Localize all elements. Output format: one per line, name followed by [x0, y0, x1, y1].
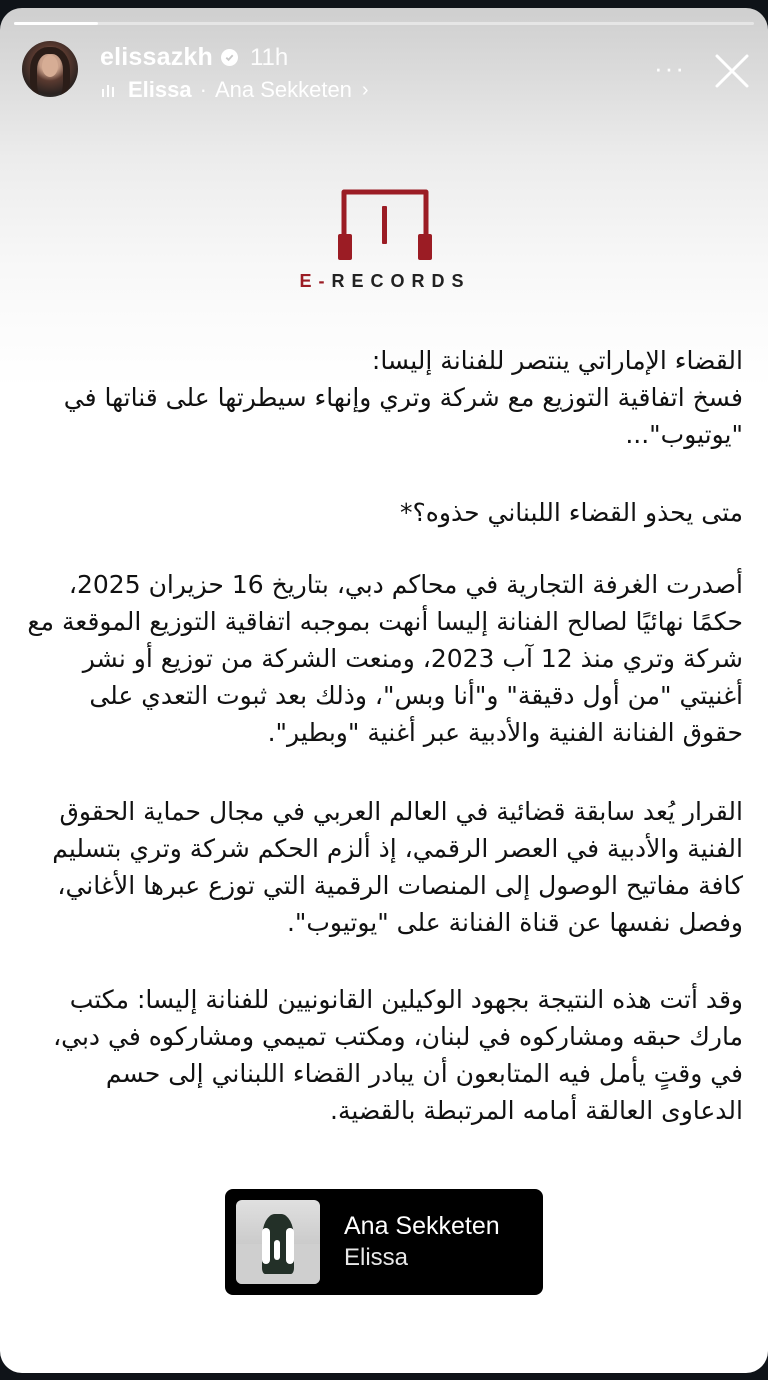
story-header [22, 41, 768, 101]
avatar[interactable] [22, 41, 78, 97]
logo-wordmark: E-RECORDS [299, 271, 471, 291]
article-headline [23, 342, 743, 453]
album-art [236, 1200, 320, 1284]
article-paragraph-1 [23, 566, 743, 751]
music-separator: · [199, 77, 207, 102]
story-progress-bar [14, 22, 754, 25]
avatar-face [42, 55, 58, 77]
e-records-logo [280, 178, 480, 298]
question-text: متى يحذو القضاء اللبناني حذوه؟* [400, 498, 743, 527]
verified-badge-icon [221, 49, 238, 66]
music-artist: Elissa [128, 77, 192, 102]
story-card[interactable] [0, 8, 768, 1373]
paragraph-3-text: وقد أتت هذه النتيجة بجهود الوكيلين القانونيين للفنانة إليسا: مكتب مارك حبقه ومشاركوه في لبنان، ومكتب تميمي ومشاركوه في دبي، في وقتٍ يأمل فيه المتابعون أن يبادر القضاء اللبناني إلى حسم الدعاوى العالقة أمامه المرتبطة بالقضية. [53, 985, 743, 1125]
story-progress-fill [14, 22, 98, 25]
username-row [100, 43, 288, 72]
headphones-logo-icon [280, 178, 480, 268]
paragraph-1-text: أصدرت الغرفة التجارية في محاكم دبي، بتاريخ 16 حزيران 2025، حكمًا نهائيًا لصالح الفنانة إليسا أنهت بموجبه اتفاقية التوزيع الموقعة مع شركة وتري منذ 12 آب 2023، ومنعت الشركة من توزيع أو نشر أغنيتي "من أول دقيقة" و"أنا وبس"، وذلك بعد ثبوت التعدي على حقوق الفنانة الفنية والأدبية عبر أغنية "وبطير". [27, 570, 743, 747]
music-bars-icon [102, 83, 114, 97]
sticker-text [344, 1210, 500, 1274]
username[interactable]: elissazkh [100, 43, 213, 71]
close-icon [714, 53, 750, 89]
paragraph-2-text: القرار يُعد سابقة قضائية في العالم العربي في مجال حماية الحقوق الفنية والأدبية في العصر الرقمي، إذ ألزم الحكم شركة وتري بتسليم كافة مفاتيح الوصول إلى المنصات الرقمية التي توزع عبرها الأغاني، وفصل نفسها عن قناة الفنانة على "يوتيوب". [52, 797, 743, 937]
headline-line-1: القضاء الإماراتي ينتصر للفنانة إليسا: [371, 346, 743, 375]
music-song: Ana Sekketen [214, 77, 352, 102]
music-attribution[interactable] [102, 77, 369, 103]
timestamp: 11h [249, 43, 289, 71]
more-options-button[interactable]: ··· [654, 53, 686, 83]
chevron-right-icon: › [361, 78, 369, 101]
sticker-song-title: Ana Sekketen [344, 1212, 500, 1240]
headline-line-2: فسخ اتفاقية التوزيع مع شركة وتري وإنهاء سيطرتها على قناتها في "يوتيوب"... [63, 383, 743, 449]
close-button[interactable] [714, 53, 750, 89]
article-paragraph-3 [23, 981, 743, 1129]
article-paragraph-2 [23, 793, 743, 941]
music-sticker[interactable] [225, 1189, 543, 1295]
article-question [23, 494, 743, 531]
sticker-artist: Elissa [344, 1244, 409, 1271]
